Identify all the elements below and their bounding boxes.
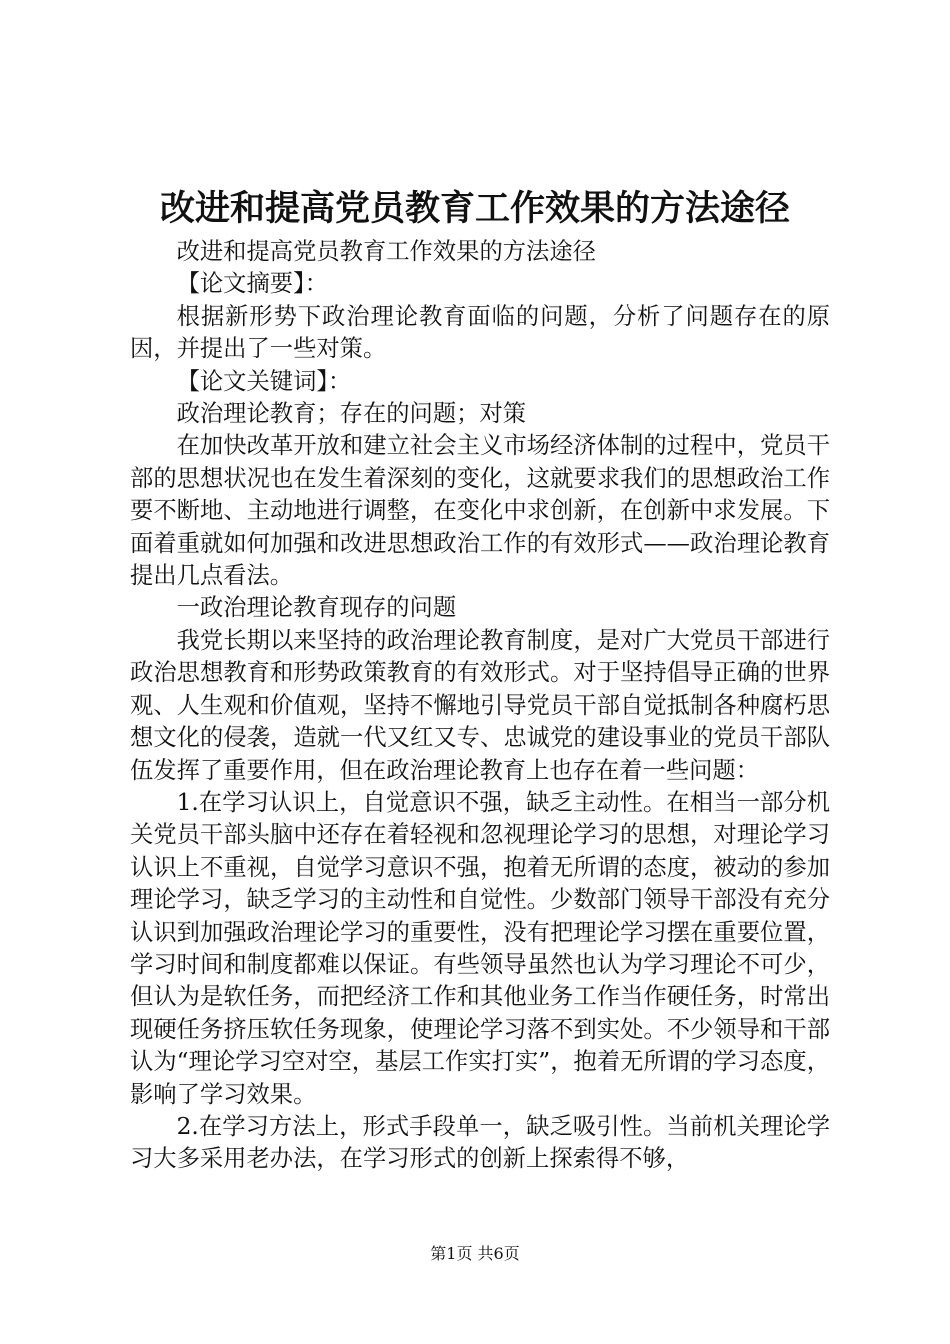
paragraph-abstract: 根据新形势下政治理论教育面临的问题，分析了问题存在的原因，并提出了一些对策。 <box>130 302 830 363</box>
document-body <box>130 236 830 1176</box>
paragraph-keywords-heading: 【论文关键词】： <box>176 367 352 395</box>
paragraph-subtitle: 改进和提高党员教育工作效果的方法途径 <box>176 238 596 265</box>
paragraph-keywords: 政治理论教育；存在的问题；对策 <box>176 400 527 428</box>
document-title: 改进和提高党员教育工作效果的方法途径 <box>159 188 790 229</box>
paragraph-point-1: 1.在学习认识上，自觉意识不强，缺乏主动性。在相当一部分机关党员干部头脑中还存在着轻视和忽视理论学习的思想，对理论学习认识上不重视，自觉学习意识不强，抱着无所谓的态度，被动的参加理论学习，缺乏学习的主动性和自觉性。少数部门领导干部没有充分认识到加强政治理论学习的重要性，没有把理论学习摆在重要位置，学习时间和制度都难以保证。有些领导虽然也认为学习理论不可少，但认为是软任务，而把经济工作和其他业务工作当作硬任务，时常出现硬任务挤压软任务现象，使理论学习落不到实处。不少领导和干部认为“理论学习空对空，基层工作实打实”，抱着无所谓的学习态度，影响了学习效果。 <box>130 788 830 1108</box>
paragraph-background: 我党长期以来坚持的政治理论教育制度，是对广大党员干部进行政治思想教育和形势政策教育的有效形式。对于坚持倡导正确的世界观、人生观和价值观，坚持不懈地引导党员干部自觉抵制各种腐朽思想文化的侵袭，造就一代又红又专、忠诚党的建设事业的党员干部队伍发挥了重要作用，但在政治理论教育上也存在着一些问题： <box>130 626 830 784</box>
paragraph-abstract-heading: 【论文摘要】： <box>176 270 329 298</box>
paragraph-point-2: 2.在学习方法上，形式手段单一，缺乏吸引性。当前机关理论学习大多采用老办法，在学习形式的创新上探索得不够， <box>130 1112 830 1173</box>
section-heading: 一政治理论教育现存的问题 <box>176 594 457 622</box>
paragraph-intro: 在加快改革开放和建立社会主义市场经济体制的过程中，党员干部的思想状况也在发生着深刻的变化，这就要求我们的思想政治工作要不断地、主动地进行调整，在变化中求创新，在创新中求发展。下面着重就如何加强和改进思想政治工作的有效形式——政治理论教育提出几点看法。 <box>130 432 830 590</box>
page-number-footer: 第1页 共6页 <box>430 1244 520 1263</box>
